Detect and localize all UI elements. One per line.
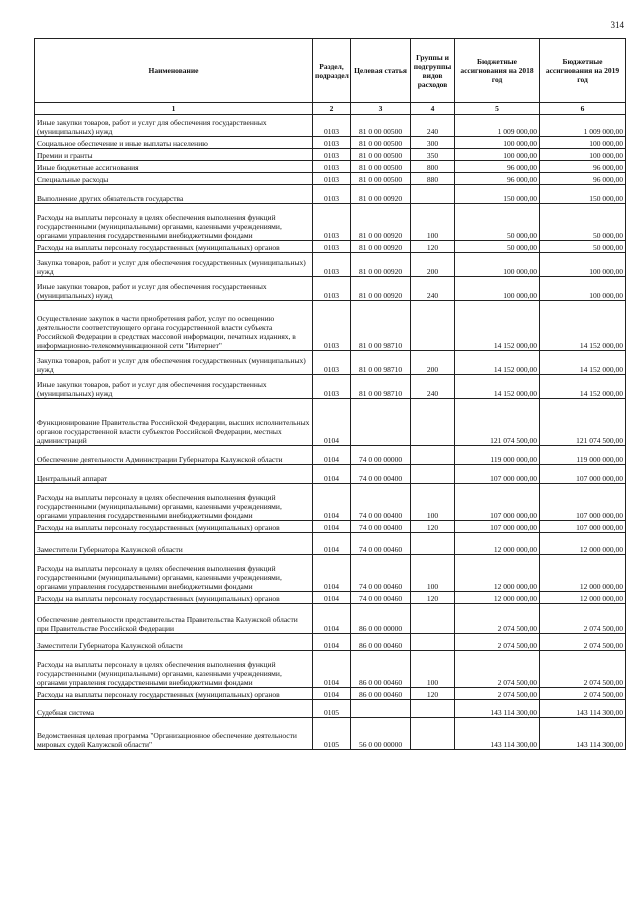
row-name: Функционирование Правительства Российской Федерации, высших исполнительных органов государственной власти субъектов Российской Федерации, местных администраций [35,399,313,446]
row-target: 81 0 00 00500 [351,161,411,173]
column-number: 2 [313,103,351,115]
row-section: 0104 [313,533,351,555]
table-row [35,688,626,700]
row-section: 0104 [313,634,351,651]
row-section: 0104 [313,484,351,521]
row-amount-2019: 2 074 500,00 [540,688,626,700]
row-target: 81 0 00 00500 [351,173,411,185]
row-group [411,700,455,718]
row-amount-2019: 100 000,00 [540,277,626,301]
row-section: 0103 [313,161,351,173]
row-target: 74 0 00 00400 [351,465,411,484]
table-row [35,149,626,161]
row-amount-2019: 100 000,00 [540,149,626,161]
row-section: 0105 [313,718,351,750]
row-amount-2019: 2 074 500,00 [540,651,626,688]
row-amount-2019: 150 000,00 [540,185,626,204]
column-number: 1 [35,103,313,115]
row-amount-2018: 150 000,00 [455,185,540,204]
row-target: 74 0 00 00460 [351,533,411,555]
row-section: 0103 [313,185,351,204]
row-amount-2019: 100 000,00 [540,253,626,277]
row-name: Расходы на выплаты персоналу в целях обеспечения выполнения функций государственными (муниципальными) органами, казенными учреждениями, органами управления государственными внебюджетными фондами [35,484,313,521]
row-amount-2019: 14 152 000,00 [540,375,626,399]
header-row [35,39,626,103]
row-amount-2018: 100 000,00 [455,149,540,161]
table-row [35,375,626,399]
table-row [35,204,626,241]
row-name: Обеспечение деятельности представительства Правительства Калужской области при Правительстве Российской Федерации [35,604,313,634]
row-name: Заместители Губернатора Калужской области [35,533,313,555]
table-row [35,465,626,484]
table-row [35,634,626,651]
row-amount-2018: 100 000,00 [455,253,540,277]
row-name: Расходы на выплаты персоналу в целях обеспечения выполнения функций государственными (муниципальными) органами, казенными учреждениями, органами управления государственными внебюджетными фондами [35,555,313,592]
row-group: 100 [411,204,455,241]
row-section: 0103 [313,149,351,161]
row-name: Иные бюджетные ассигнования [35,161,313,173]
row-name: Центральный аппарат [35,465,313,484]
row-name: Специальные расходы [35,173,313,185]
row-target: 86 0 00 00460 [351,651,411,688]
row-section: 0104 [313,651,351,688]
row-amount-2019: 12 000 000,00 [540,555,626,592]
header-section: Раздел, подраздел [313,39,351,103]
table-row [35,718,626,750]
row-amount-2018: 2 074 500,00 [455,604,540,634]
row-target: 74 0 00 00400 [351,521,411,533]
row-amount-2018: 14 152 000,00 [455,351,540,375]
row-group [411,185,455,204]
row-section: 0104 [313,465,351,484]
row-amount-2019: 96 000,00 [540,161,626,173]
row-amount-2018: 96 000,00 [455,173,540,185]
row-group [411,604,455,634]
table-body [35,115,626,750]
row-target: 56 0 00 00000 [351,718,411,750]
row-amount-2018: 100 000,00 [455,137,540,149]
row-amount-2018: 119 000 000,00 [455,446,540,465]
row-target: 81 0 00 00920 [351,253,411,277]
row-group: 120 [411,241,455,253]
row-section: 0104 [313,604,351,634]
table-row [35,592,626,604]
row-amount-2019: 143 114 300,00 [540,718,626,750]
row-amount-2018: 96 000,00 [455,161,540,173]
row-name: Закупка товаров, работ и услуг для обеспечения государственных (муниципальных) нужд [35,253,313,277]
row-section: 0104 [313,399,351,446]
row-name: Премии и гранты [35,149,313,161]
row-amount-2019: 1 009 000,00 [540,115,626,137]
table-row [35,253,626,277]
row-amount-2018: 143 114 300,00 [455,718,540,750]
row-group [411,634,455,651]
table-row [35,533,626,555]
row-section: 0103 [313,351,351,375]
table-row [35,484,626,521]
row-amount-2018: 2 074 500,00 [455,651,540,688]
column-number-row [35,103,626,115]
row-name: Ведомственная целевая программа "Организационное обеспечение деятельности мировых судей Калужской области" [35,718,313,750]
row-group: 300 [411,137,455,149]
row-amount-2018: 12 000 000,00 [455,533,540,555]
row-name: Иные закупки товаров, работ и услуг для обеспечения государственных (муниципальных) нужд [35,375,313,399]
row-target [351,399,411,446]
row-amount-2019: 119 000 000,00 [540,446,626,465]
row-target: 81 0 00 98710 [351,301,411,351]
row-group: 120 [411,592,455,604]
row-amount-2018: 107 000 000,00 [455,521,540,533]
row-amount-2018: 14 152 000,00 [455,375,540,399]
row-target [351,700,411,718]
row-amount-2019: 12 000 000,00 [540,533,626,555]
table-row [35,241,626,253]
row-section: 0103 [313,253,351,277]
table-row [35,555,626,592]
row-group [411,399,455,446]
row-section: 0103 [313,375,351,399]
row-group: 800 [411,161,455,173]
row-amount-2018: 50 000,00 [455,204,540,241]
row-section: 0103 [313,115,351,137]
row-group: 240 [411,375,455,399]
row-amount-2019: 107 000 000,00 [540,484,626,521]
row-name: Социальное обеспечение и иные выплаты населению [35,137,313,149]
row-target: 86 0 00 00460 [351,688,411,700]
table-row [35,137,626,149]
header-name: Наименование [35,39,313,103]
row-name: Расходы на выплаты персоналу в целях обеспечения выполнения функций государственными (муниципальными) органами, казенными учреждениями, органами управления государственными внебюджетными фондами [35,204,313,241]
row-amount-2018: 121 074 500,00 [455,399,540,446]
row-target: 81 0 00 00920 [351,241,411,253]
row-target: 81 0 00 00920 [351,204,411,241]
row-amount-2018: 1 009 000,00 [455,115,540,137]
table-row [35,301,626,351]
row-group [411,446,455,465]
row-section: 0103 [313,137,351,149]
row-amount-2018: 12 000 000,00 [455,555,540,592]
row-amount-2019: 12 000 000,00 [540,592,626,604]
row-target: 86 0 00 00460 [351,634,411,651]
row-amount-2018: 50 000,00 [455,241,540,253]
row-section: 0103 [313,173,351,185]
row-amount-2019: 107 000 000,00 [540,465,626,484]
row-section: 0104 [313,592,351,604]
row-group: 120 [411,688,455,700]
row-amount-2019: 50 000,00 [540,241,626,253]
row-group [411,718,455,750]
row-amount-2019: 14 152 000,00 [540,301,626,351]
table-row [35,446,626,465]
row-group: 100 [411,555,455,592]
row-name: Расходы на выплаты персоналу государственных (муниципальных) органов [35,241,313,253]
row-name: Иные закупки товаров, работ и услуг для обеспечения государственных (муниципальных) нужд [35,115,313,137]
row-group: 120 [411,521,455,533]
row-section: 0103 [313,277,351,301]
row-section: 0104 [313,688,351,700]
row-group: 100 [411,651,455,688]
row-amount-2018: 143 114 300,00 [455,700,540,718]
row-section: 0104 [313,555,351,592]
row-target: 81 0 00 00920 [351,277,411,301]
row-target: 74 0 00 00460 [351,592,411,604]
row-name: Расходы на выплаты персоналу в целях обеспечения выполнения функций государственными (муниципальными) органами, казенными учреждениями, органами управления государственными внебюджетными фондами [35,651,313,688]
row-target: 81 0 00 98710 [351,351,411,375]
row-amount-2019: 50 000,00 [540,204,626,241]
row-target: 81 0 00 00500 [351,137,411,149]
row-target: 74 0 00 00000 [351,446,411,465]
row-amount-2019: 96 000,00 [540,173,626,185]
row-section: 0104 [313,521,351,533]
row-name: Осуществление закупок в части приобретения работ, услуг по освещению деятельности соответствующего органа государственной власти субъекта Российской Федерации в средствах массовой информации, печатных изданиях, в информационно-телекоммуникационной сети "Интернет" [35,301,313,351]
table-row [35,115,626,137]
table-row [35,277,626,301]
column-number: 4 [411,103,455,115]
budget-table [34,38,626,750]
row-amount-2019: 121 074 500,00 [540,399,626,446]
row-amount-2018: 107 000 000,00 [455,484,540,521]
header-2018: Бюджетные ассигнования на 2018 год [455,39,540,103]
row-name: Обеспечение деятельности Администрации Губернатора Калужской области [35,446,313,465]
column-number: 3 [351,103,411,115]
row-target: 81 0 00 98710 [351,375,411,399]
header-2019: Бюджетные ассигнования на 2019 год [540,39,626,103]
row-name: Закупка товаров, работ и услуг для обеспечения государственных (муниципальных) нужд [35,351,313,375]
table-row [35,161,626,173]
row-name: Судебная система [35,700,313,718]
row-amount-2019: 143 114 300,00 [540,700,626,718]
table-row [35,700,626,718]
row-name: Заместители Губернатора Калужской области [35,634,313,651]
table-row [35,399,626,446]
row-amount-2019: 14 152 000,00 [540,351,626,375]
row-group: 880 [411,173,455,185]
column-number: 5 [455,103,540,115]
row-amount-2018: 107 000 000,00 [455,465,540,484]
row-target: 81 0 00 00500 [351,149,411,161]
row-group: 350 [411,149,455,161]
row-amount-2019: 2 074 500,00 [540,604,626,634]
row-section: 0103 [313,241,351,253]
row-group: 200 [411,351,455,375]
row-section: 0103 [313,204,351,241]
row-target: 81 0 00 00920 [351,185,411,204]
row-group [411,533,455,555]
page-number: 314 [610,20,624,30]
row-section: 0103 [313,301,351,351]
row-amount-2019: 100 000,00 [540,137,626,149]
row-amount-2018: 2 074 500,00 [455,688,540,700]
column-number: 6 [540,103,626,115]
row-target: 74 0 00 00460 [351,555,411,592]
table-row [35,651,626,688]
table-row [35,351,626,375]
row-target: 81 0 00 00500 [351,115,411,137]
row-group: 200 [411,253,455,277]
row-amount-2018: 12 000 000,00 [455,592,540,604]
row-group: 240 [411,277,455,301]
row-section: 0104 [313,446,351,465]
row-section: 0105 [313,700,351,718]
row-amount-2018: 2 074 500,00 [455,634,540,651]
row-target: 74 0 00 00400 [351,484,411,521]
row-name: Расходы на выплаты персоналу государственных (муниципальных) органов [35,688,313,700]
row-name: Иные закупки товаров, работ и услуг для обеспечения государственных (муниципальных) нужд [35,277,313,301]
table-row [35,173,626,185]
row-group: 100 [411,484,455,521]
row-amount-2019: 107 000 000,00 [540,521,626,533]
row-group [411,465,455,484]
header-groups: Группы и подгруппы видов расходов [411,39,455,103]
row-amount-2018: 14 152 000,00 [455,301,540,351]
row-group [411,301,455,351]
row-name: Выполнение других обязательств государства [35,185,313,204]
table-row [35,604,626,634]
row-name: Расходы на выплаты персоналу государственных (муниципальных) органов [35,592,313,604]
table-row [35,521,626,533]
header-target: Целевая статья [351,39,411,103]
row-amount-2018: 100 000,00 [455,277,540,301]
row-name: Расходы на выплаты персоналу государственных (муниципальных) органов [35,521,313,533]
row-group: 240 [411,115,455,137]
row-target: 86 0 00 00000 [351,604,411,634]
row-amount-2019: 2 074 500,00 [540,634,626,651]
table-row [35,185,626,204]
